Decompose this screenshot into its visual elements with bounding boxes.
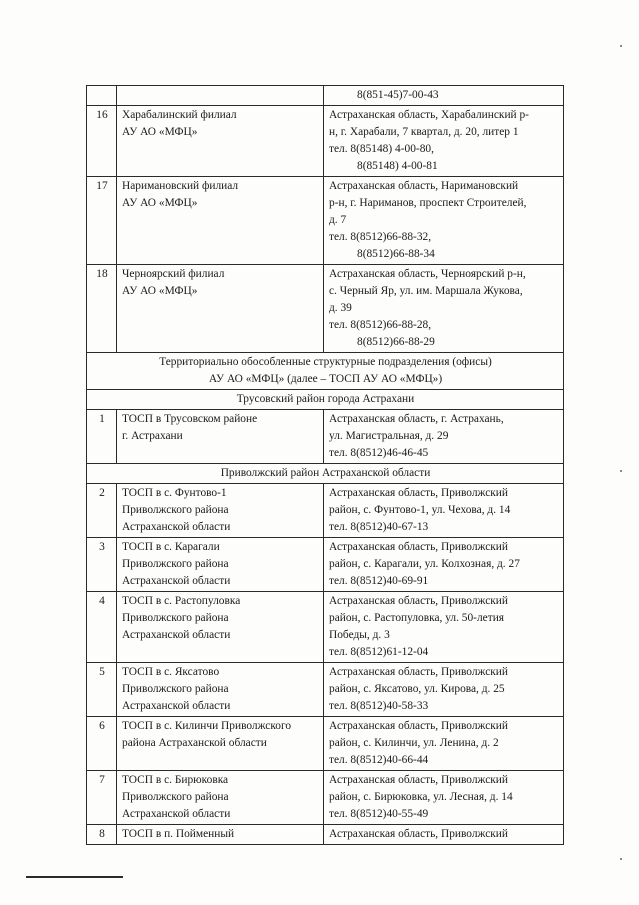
office-name: ТОСП в Трусовском районе г. Астрахани — [117, 410, 324, 464]
row-number: 3 — [87, 538, 117, 592]
row-number — [87, 86, 117, 106]
office-address: Астраханская область, Приволжский район, с. Яксатово, ул. Кирова, д. 25 тел. 8(8512)40-58-33 — [324, 663, 564, 717]
office-address: Астраханская область, Приволжский район, с. Карагали, ул. Колхозная, д. 27 тел. 8(8512)40-69-91 — [324, 538, 564, 592]
footnote-separator — [26, 876, 123, 878]
table-row — [87, 592, 564, 663]
scan-artifact — [620, 470, 622, 472]
office-name: ТОСП в с. Фунтово-1 Приволжского района Астраханской области — [117, 484, 324, 538]
table-row — [87, 86, 564, 106]
table-row — [87, 717, 564, 771]
row-number: 16 — [87, 106, 117, 177]
table-row — [87, 663, 564, 717]
office-address: Астраханская область, г. Астрахань, ул. Магистральная, д. 29 тел. 8(8512)46-46-45 — [324, 410, 564, 464]
office-address: Астраханская область, Приволжский район, с. Растопуловка, ул. 50-летия Победы, д. 3 тел. 8(8512)61-12-04 — [324, 592, 564, 663]
office-name: Харабалинский филиал АУ АО «МФЦ» — [117, 106, 324, 177]
table-row — [87, 825, 564, 845]
office-address: Астраханская область, Наримановский р-н, г. Нариманов, проспект Строителей, д. 7 тел. 8(8512)66-88-32, 8(8512)66-88-34 — [324, 177, 564, 265]
row-number: 8 — [87, 825, 117, 845]
row-number: 2 — [87, 484, 117, 538]
offices-table — [86, 85, 564, 845]
row-number: 7 — [87, 771, 117, 825]
district-title: Трусовский район города Астрахани — [87, 390, 564, 410]
table-row — [87, 106, 564, 177]
table-row — [87, 265, 564, 353]
table-row — [87, 410, 564, 464]
table-row — [87, 538, 564, 592]
row-number: 5 — [87, 663, 117, 717]
office-name: ТОСП в с. Яксатово Приволжского района Астраханской области — [117, 663, 324, 717]
office-name: ТОСП в с. Растопуловка Приволжского района Астраханской области — [117, 592, 324, 663]
office-address: Астраханская область, Приволжский район, с. Фунтово-1, ул. Чехова, д. 14 тел. 8(8512)40-67-13 — [324, 484, 564, 538]
office-address: Астраханская область, Приволжский — [324, 825, 564, 845]
office-name: Наримановский филиал АУ АО «МФЦ» — [117, 177, 324, 265]
row-number: 6 — [87, 717, 117, 771]
district-title: Приволжский район Астраханской области — [87, 464, 564, 484]
office-address: Астраханская область, Приволжский район, с. Бирюковка, ул. Лесная, д. 14 тел. 8(8512)40-55-49 — [324, 771, 564, 825]
office-name: ТОСП в с. Карагали Приволжского района Астраханской области — [117, 538, 324, 592]
section-header-row — [87, 353, 564, 390]
office-name: Черноярский филиал АУ АО «МФЦ» — [117, 265, 324, 353]
section-header-row — [87, 464, 564, 484]
table-row — [87, 771, 564, 825]
office-address: Астраханская область, Харабалинский р- н, г. Харабали, 7 квартал, д. 20, литер 1 тел. 8(85148) 4-00-80, 8(85148) 4-00-81 — [324, 106, 564, 177]
scan-artifact — [620, 858, 622, 860]
row-number: 18 — [87, 265, 117, 353]
office-name: ТОСП в с. Бирюковка Приволжского района Астраханской области — [117, 771, 324, 825]
table-row — [87, 484, 564, 538]
row-number: 1 — [87, 410, 117, 464]
office-address: Астраханская область, Черноярский р-н, с. Черный Яр, ул. им. Маршала Жукова, д. 39 тел. 8(8512)66-88-28, 8(8512)66-88-29 — [324, 265, 564, 353]
office-name: ТОСП в п. Пойменный — [117, 825, 324, 845]
office-address: Астраханская область, Приволжский район, с. Килинчи, ул. Ленина, д. 2 тел. 8(8512)40-66-44 — [324, 717, 564, 771]
office-name — [117, 86, 324, 106]
row-number: 17 — [87, 177, 117, 265]
row-number: 4 — [87, 592, 117, 663]
section-header-row — [87, 390, 564, 410]
table-row — [87, 177, 564, 265]
office-address — [324, 86, 564, 106]
scan-artifact — [620, 45, 622, 47]
tosp-header: Территориально обособленные структурные подразделения (офисы) АУ АО «МФЦ» (далее – ТОСП АУ АО «МФЦ») — [87, 353, 564, 390]
office-name: ТОСП в с. Килинчи Приволжского района Астраханской области — [117, 717, 324, 771]
phone-line: 8(851-45)7-00-43 — [357, 89, 439, 101]
